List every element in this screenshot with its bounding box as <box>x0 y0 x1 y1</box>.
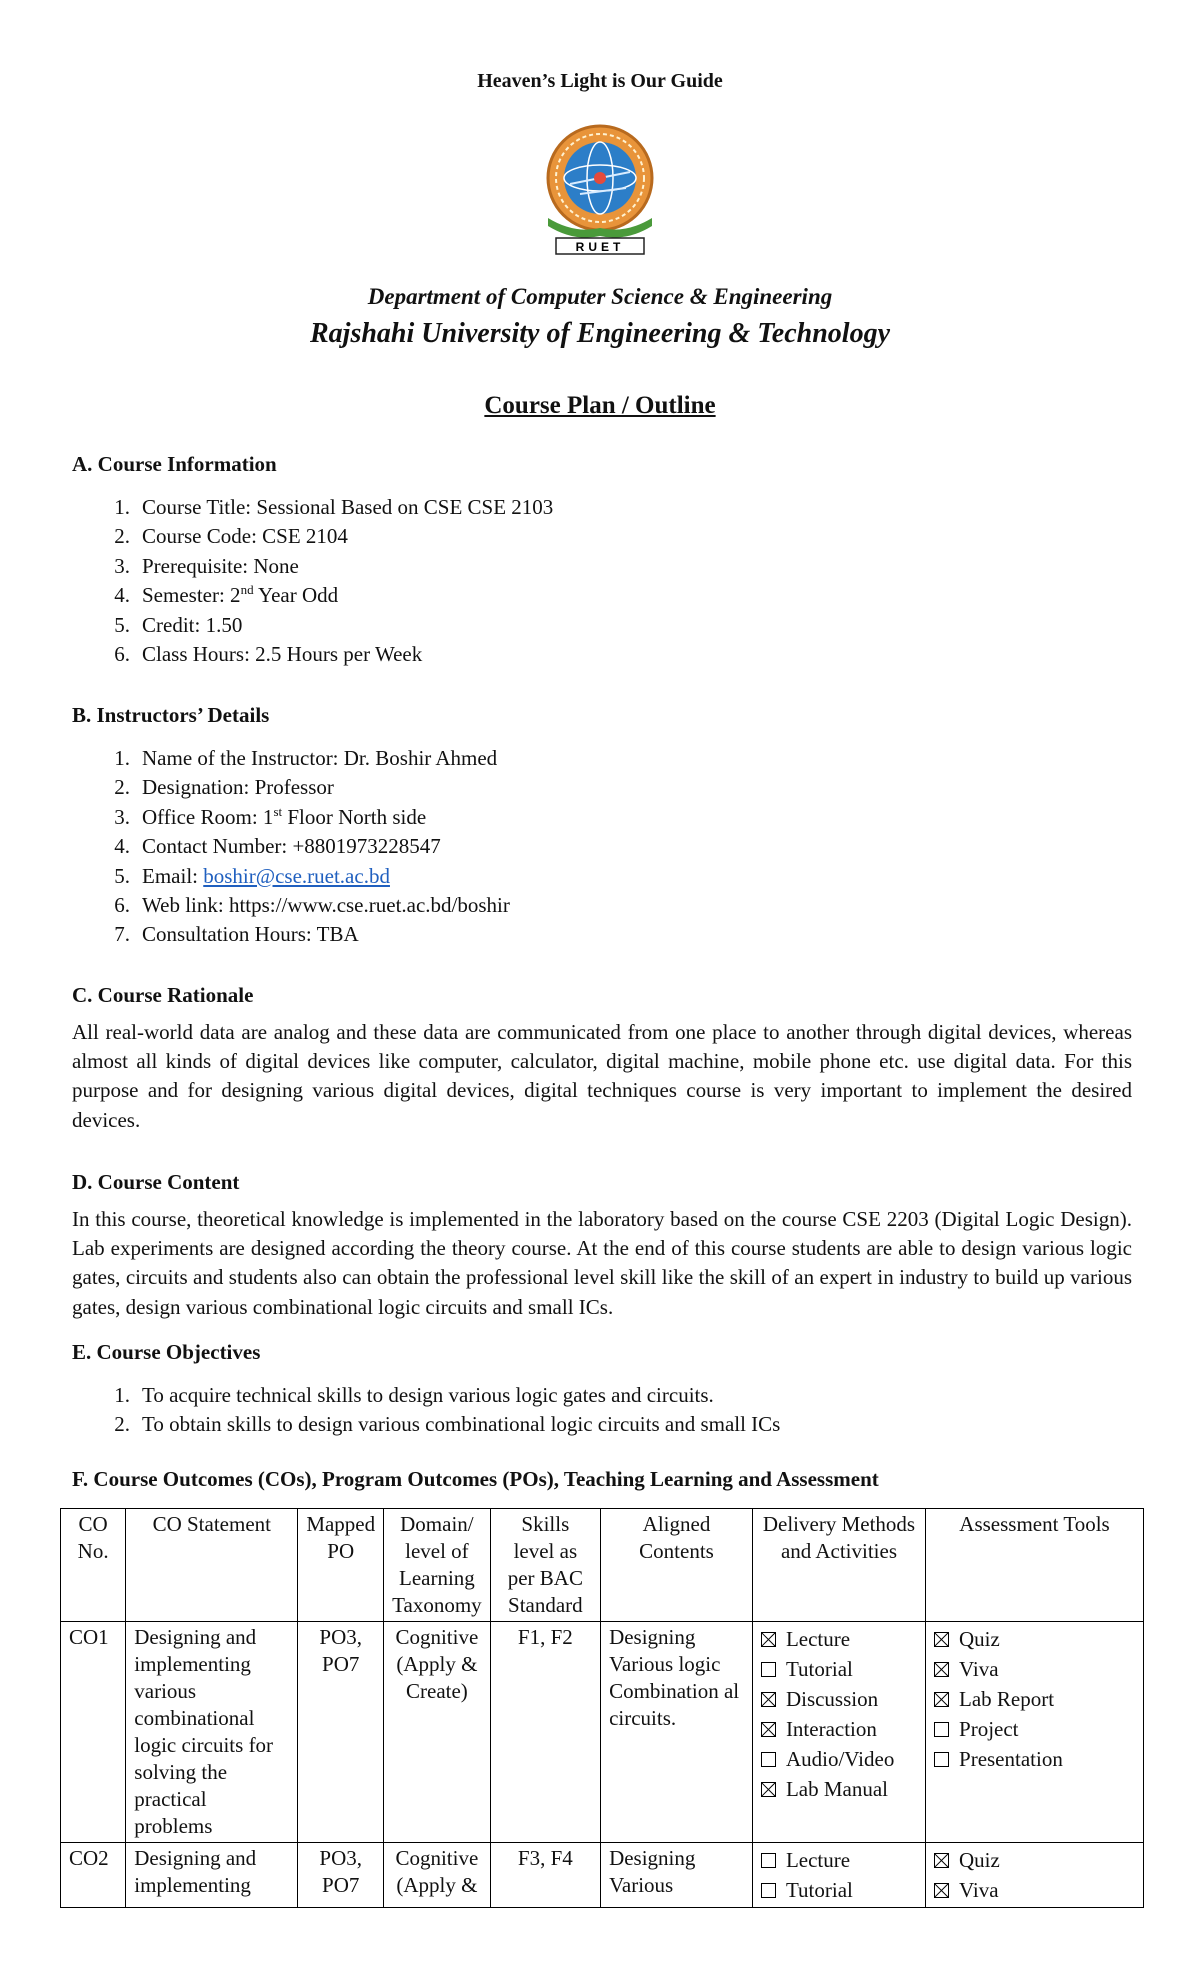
checkbox-item: Discussion <box>761 1684 917 1714</box>
checkbox-item: Audio/Video <box>761 1744 917 1774</box>
list-item: 5. Email: boshir@cse.ruet.ac.bd <box>114 863 390 888</box>
list-item: 3. Office Room: 1st Floor North side <box>114 803 427 829</box>
table-header-row <box>61 1509 1144 1622</box>
domain-level: Cognitive (Apply & <box>384 1843 491 1908</box>
checkbox-item: Lecture <box>761 1845 917 1875</box>
checkbox-item: Lecture <box>761 1624 917 1654</box>
col-header-aligned: Aligned Contents <box>601 1509 753 1622</box>
checkbox-item: Viva <box>934 1875 1135 1905</box>
checkbox-icon <box>934 1722 949 1737</box>
list-item: 3. Prerequisite: None <box>114 553 299 578</box>
aligned-contents: Designing Various logic Combination al circuits. <box>601 1622 753 1843</box>
section-a-heading: A. Course Information <box>72 452 277 476</box>
col-header-mapped-po: Mapped PO <box>298 1509 384 1622</box>
co-statement: Designing and implementing <box>126 1843 298 1908</box>
list-item: 4. Contact Number: +8801973228547 <box>114 834 441 859</box>
checkbox-item: Viva <box>934 1654 1135 1684</box>
mapped-po: PO3, PO7 <box>298 1843 384 1908</box>
table-row <box>61 1843 1144 1908</box>
mapped-po: PO3, PO7 <box>298 1622 384 1843</box>
col-header-assessment: Assessment Tools <box>926 1509 1144 1622</box>
co-number: CO1 <box>61 1622 126 1843</box>
checkbox-icon <box>934 1883 949 1898</box>
list-item: 4. Semester: 2nd Year Odd <box>114 582 339 608</box>
skills-level: F1, F2 <box>490 1622 600 1843</box>
ruet-logo <box>534 122 666 257</box>
instructor-details-list <box>72 744 510 950</box>
section-e-heading: E. Course Objectives <box>72 1340 261 1364</box>
list-item: 7. Consultation Hours: TBA <box>114 922 359 947</box>
university-motto: Heaven’s Light is Our Guide <box>477 70 723 92</box>
checkbox-icon <box>761 1782 776 1797</box>
checkbox-icon <box>761 1722 776 1737</box>
section-d-heading: D. Course Content <box>72 1170 240 1194</box>
section-f-heading: F. Course Outcomes (COs), Program Outcomes (POs), Teaching Learning and Assessment <box>72 1467 879 1491</box>
checkbox-icon <box>761 1752 776 1767</box>
course-rationale-text: All real-world data are analog and these data are communicated from one place to another through digital devices, whereas almost all kinds of digital devices like computer, calculator, digital machine, mobile phone etc. use digital data. For this purpose and for designing various digital devices, digital techniques course is very important to implement the desired devices. <box>72 1020 1132 1132</box>
course-objectives-list <box>72 1381 780 1440</box>
list-item: 1. Course Title: Sessional Based on CSE CSE 2103 <box>114 495 554 519</box>
logo-text: RUET <box>575 240 625 254</box>
checkbox-item: Quiz <box>934 1845 1135 1875</box>
checkbox-icon <box>934 1853 949 1868</box>
skills-level: F3, F4 <box>490 1843 600 1908</box>
col-header-domain: Domain/ level of Learning Taxonomy <box>384 1509 491 1622</box>
checkbox-item: Quiz <box>934 1624 1135 1654</box>
checkbox-icon <box>761 1662 776 1677</box>
assessment-tools <box>926 1622 1144 1843</box>
checkbox-item: Presentation <box>934 1744 1135 1774</box>
delivery-methods <box>752 1843 925 1908</box>
col-header-delivery: Delivery Methods and Activities <box>752 1509 925 1622</box>
section-c-heading: C. Course Rationale <box>72 983 254 1007</box>
checkbox-icon <box>934 1692 949 1707</box>
checkbox-icon <box>761 1632 776 1647</box>
domain-level: Cognitive (Apply & Create) <box>384 1622 491 1843</box>
co-statement: Designing and implementing various combinational logic circuits for solving the practical problems <box>126 1622 298 1843</box>
course-info-list <box>72 493 553 669</box>
checkbox-item: Tutorial <box>761 1875 917 1905</box>
col-header-co-no: CO No. <box>61 1509 126 1622</box>
list-item: 1. Name of the Instructor: Dr. Boshir Ahmed <box>114 746 498 770</box>
checkbox-item: Interaction <box>761 1714 917 1744</box>
university-name: Rajshahi University of Engineering & Technology <box>309 318 891 349</box>
list-item: 1. To acquire technical skills to design various logic gates and circuits. <box>114 1383 714 1407</box>
checkbox-icon <box>761 1883 776 1898</box>
aligned-contents: Designing Various <box>601 1843 753 1908</box>
page-title: Course Plan / Outline <box>484 392 716 419</box>
table-row <box>61 1622 1144 1843</box>
list-item: 2. Course Code: CSE 2104 <box>114 524 348 549</box>
co-po-table <box>60 1508 1144 1908</box>
list-item: 2. Designation: Professor <box>114 775 334 800</box>
list-item: 6. Class Hours: 2.5 Hours per Week <box>114 641 423 666</box>
assessment-tools <box>926 1843 1144 1908</box>
checkbox-item: Project <box>934 1714 1135 1744</box>
col-header-skills: Skills level as per BAC Standard <box>490 1509 600 1622</box>
checkbox-icon <box>934 1662 949 1677</box>
list-item: 2. To obtain skills to design various combinational logic circuits and small ICs <box>114 1412 781 1437</box>
checkbox-icon <box>761 1692 776 1707</box>
email-link[interactable]: boshir@cse.ruet.ac.bd <box>203 863 390 888</box>
checkbox-item: Tutorial <box>761 1654 917 1684</box>
department-name: Department of Computer Science & Engineering <box>367 284 833 309</box>
checkbox-icon <box>761 1853 776 1868</box>
section-b-heading: B. Instructors’ Details <box>72 703 270 727</box>
checkbox-icon <box>934 1632 949 1647</box>
list-item: 5. Credit: 1.50 <box>114 612 243 637</box>
course-content-text: In this course, theoretical knowledge is implemented in the laboratory based on the course CSE 2203 (Digital Logic Design). Lab experiments are designed according the theory course. At the end of this course students are able to design various logic gates, circuits and students also can obtain the professional level skill like the skill of an expert in industry to build up various gates, design various combinational logic circuits and small ICs. <box>72 1207 1132 1319</box>
co-number: CO2 <box>61 1843 126 1908</box>
checkbox-item: Lab Manual <box>761 1774 917 1804</box>
col-header-co-statement: CO Statement <box>126 1509 298 1622</box>
checkbox-item: Lab Report <box>934 1684 1135 1714</box>
delivery-methods <box>752 1622 925 1843</box>
list-item: 6. Web link: https://www.cse.ruet.ac.bd/boshir <box>114 892 510 917</box>
checkbox-icon <box>934 1752 949 1767</box>
